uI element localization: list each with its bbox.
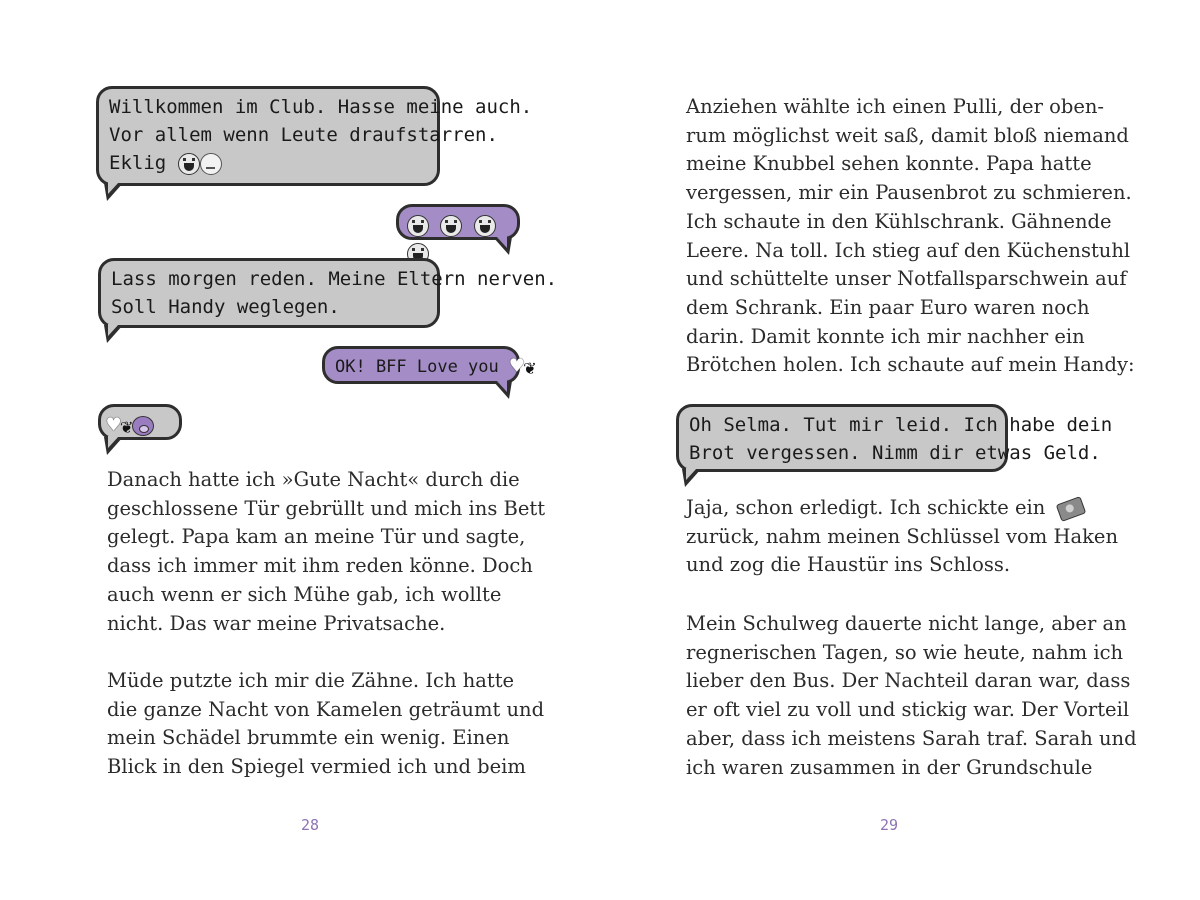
text-line: gelegt. Papa kam an meine Tür und sagte, bbox=[107, 525, 526, 549]
body-paragraph bbox=[107, 667, 544, 782]
chat-text: Soll Handy weglegen. bbox=[111, 296, 340, 318]
bubble-tail bbox=[496, 380, 507, 392]
text-line: lieber den Bus. Der Nachteil daran war, dass bbox=[686, 669, 1131, 693]
text-line: mein Schädel brummte ein wenig. Einen bbox=[107, 726, 510, 750]
text-line: Brötchen holen. Ich schaute auf mein Handy: bbox=[686, 353, 1135, 377]
text-line: ich waren zusammen in der Grundschule bbox=[686, 755, 1093, 779]
text-line: rum möglichst weit saß, damit bloß niemand bbox=[686, 123, 1129, 147]
bubble-tail bbox=[496, 236, 507, 248]
text-line: aber, dass ich meistens Sarah traf. Sarah und bbox=[686, 726, 1137, 750]
chat-bubble-sent bbox=[322, 346, 536, 384]
white-heart-icon: ♥ bbox=[510, 353, 524, 379]
body-paragraph bbox=[107, 466, 545, 638]
bubble-tail bbox=[686, 468, 697, 480]
unamused-face-icon bbox=[200, 153, 222, 175]
text-line: Anziehen wählte ich einen Pulli, der oben- bbox=[686, 95, 1105, 118]
money-with-wings-icon bbox=[1055, 496, 1086, 522]
chat-bubble-received bbox=[98, 404, 182, 440]
text-line: Ich schaute in den Kühlschrank. Gähnende bbox=[686, 209, 1112, 233]
chat-text: Willkommen im Club. Hasse meine auch. bbox=[109, 96, 533, 118]
text-line: und schüttelte unser Notfallsparschwein auf bbox=[686, 267, 1127, 291]
body-paragraph bbox=[686, 610, 1137, 782]
crying-face-icon bbox=[178, 153, 200, 175]
butterfly-icon: ❦ bbox=[120, 413, 133, 438]
text-line: Müde putzte ich mir die Zähne. Ich hatte bbox=[107, 669, 515, 692]
chat-text: Brot vergessen. Nimm dir etwas Geld. bbox=[689, 442, 1101, 464]
text-line: Jaja, schon erledigt. Ich schickte ein bbox=[686, 496, 1046, 519]
chat-text: Lass morgen reden. Meine Eltern nerven. bbox=[111, 268, 558, 290]
text-line: meine Knubbel sehen konnte. Papa hatte bbox=[686, 152, 1092, 176]
body-paragraph bbox=[686, 494, 1118, 580]
butterfly-icon: ❦ bbox=[523, 354, 536, 379]
white-heart-icon: ♥ bbox=[107, 412, 121, 438]
chat-bubble-received bbox=[98, 258, 558, 328]
text-line: und zog die Haustür ins Schloss. bbox=[686, 553, 1011, 577]
page-number: 28 bbox=[301, 816, 320, 834]
page-number: 29 bbox=[880, 816, 899, 834]
bubble-tail bbox=[108, 436, 119, 448]
text-line: geschlossene Tür gebrüllt und mich ins Bett bbox=[107, 496, 546, 520]
text-line: zurück, nahm meinen Schlüssel vom Haken bbox=[686, 524, 1119, 548]
chat-bubble-sent bbox=[396, 204, 520, 240]
right-page bbox=[600, 0, 1200, 900]
pig-face-icon bbox=[132, 416, 154, 436]
chat-bubble-received bbox=[96, 86, 533, 186]
chat-bubble-received bbox=[676, 404, 1113, 472]
crying-face-icon bbox=[474, 215, 496, 237]
text-line: Danach hatte ich »Gute Nacht« durch die bbox=[107, 468, 520, 491]
crying-face-icon bbox=[407, 215, 429, 237]
text-line: regnerischen Tagen, so wie heute, nahm ich bbox=[686, 640, 1124, 664]
text-line: dass ich immer mit ihm reden könne. Doch bbox=[107, 554, 533, 578]
bubble-tail bbox=[108, 324, 119, 336]
text-line: darin. Damit konnte ich mir nachher ein bbox=[686, 324, 1085, 348]
text-line: Blick in den Spiegel vermied ich und beim bbox=[107, 755, 526, 779]
text-line: vergessen, mir ein Pausenbrot zu schmieren. bbox=[686, 181, 1132, 205]
crying-face-icon bbox=[440, 215, 462, 237]
chat-text: Vor allem wenn Leute draufstarren. bbox=[109, 124, 498, 146]
text-line: Mein Schulweg dauerte nicht lange, aber an bbox=[686, 612, 1127, 635]
text-line: Leere. Na toll. Ich stieg auf den Küchenstuhl bbox=[686, 238, 1131, 262]
bubble-tail bbox=[108, 182, 119, 194]
body-paragraph bbox=[686, 93, 1135, 380]
chat-text: Eklig bbox=[109, 152, 167, 174]
text-line: die ganze Nacht von Kamelen geträumt und bbox=[107, 697, 545, 721]
text-line: er oft viel zu voll und stickig war. Der Vorteil bbox=[686, 698, 1130, 722]
chat-text: Oh Selma. Tut mir leid. Ich habe dein bbox=[689, 414, 1113, 436]
text-line: dem Schrank. Ein paar Euro waren noch bbox=[686, 295, 1090, 319]
chat-text: OK! BFF Love you bbox=[335, 357, 499, 377]
text-line: nicht. Das war meine Privatsache. bbox=[107, 611, 446, 635]
text-line: auch wenn er sich Mühe gab, ich wollte bbox=[107, 582, 502, 606]
